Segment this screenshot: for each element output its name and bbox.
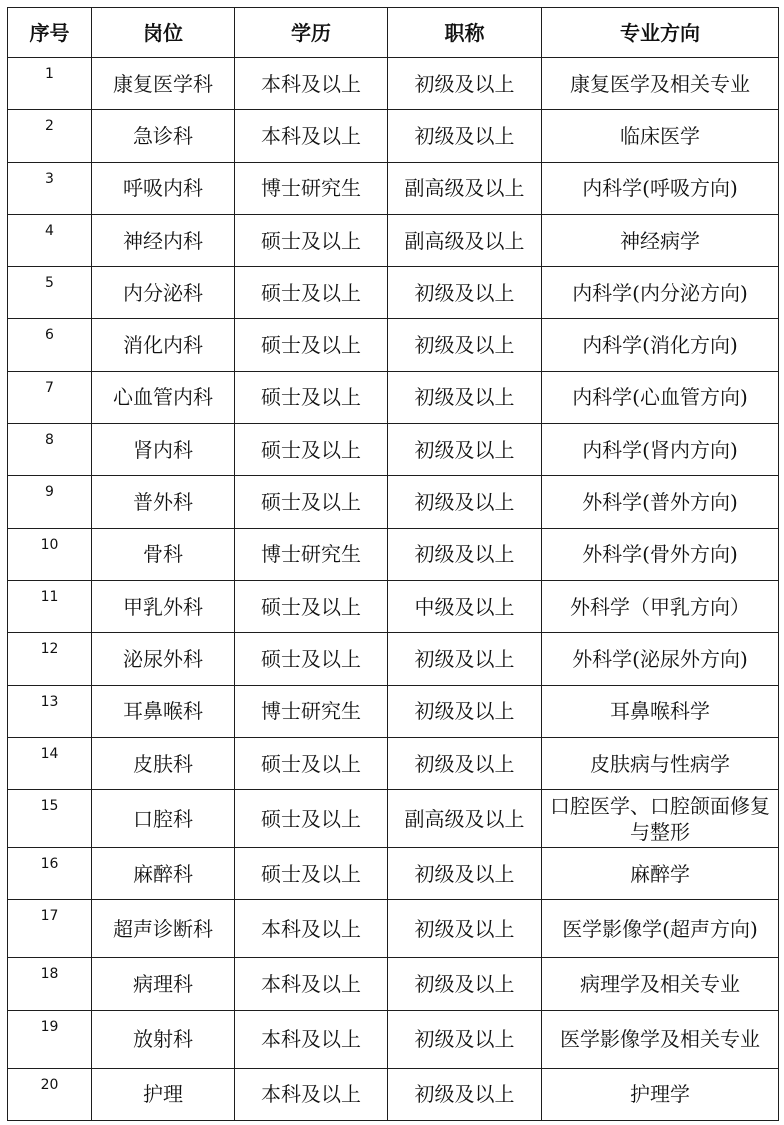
cell-title: 初级及以上 (388, 737, 542, 789)
cell-post: 呼吸内科 (92, 162, 235, 214)
cell-post: 病理科 (92, 958, 235, 1010)
recruitment-table (7, 7, 779, 1121)
cell-major: 外科学(骨外方向) (542, 528, 779, 580)
cell-major: 麻醉学 (542, 848, 779, 900)
table-row (8, 476, 779, 528)
table-row (8, 685, 779, 737)
cell-number: 1 (8, 58, 92, 110)
cell-major: 内科学(内分泌方向) (542, 267, 779, 319)
cell-post: 心血管内科 (92, 371, 235, 423)
cell-number: 19 (8, 1010, 92, 1068)
cell-education: 博士研究生 (235, 528, 388, 580)
table-row (8, 110, 779, 162)
cell-education: 硕士及以上 (235, 633, 388, 685)
table-row (8, 848, 779, 900)
cell-education: 硕士及以上 (235, 267, 388, 319)
cell-title: 初级及以上 (388, 267, 542, 319)
cell-education: 硕士及以上 (235, 737, 388, 789)
cell-title: 副高级及以上 (388, 162, 542, 214)
cell-post: 普外科 (92, 476, 235, 528)
cell-title: 初级及以上 (388, 476, 542, 528)
table-row (8, 162, 779, 214)
cell-education: 硕士及以上 (235, 848, 388, 900)
table-header (8, 8, 779, 58)
header-post: 岗位 (92, 8, 235, 58)
cell-number: 9 (8, 476, 92, 528)
cell-post: 神经内科 (92, 214, 235, 266)
cell-number: 4 (8, 214, 92, 266)
cell-major: 外科学(泌尿外方向) (542, 633, 779, 685)
cell-title: 初级及以上 (388, 900, 542, 958)
cell-education: 本科及以上 (235, 1068, 388, 1120)
cell-post: 康复医学科 (92, 58, 235, 110)
cell-post: 急诊科 (92, 110, 235, 162)
cell-major: 外科学(普外方向) (542, 476, 779, 528)
table-body (8, 58, 779, 1121)
cell-major: 康复医学及相关专业 (542, 58, 779, 110)
cell-education: 硕士及以上 (235, 580, 388, 632)
cell-major: 病理学及相关专业 (542, 958, 779, 1010)
table-row (8, 790, 779, 848)
cell-education: 本科及以上 (235, 1010, 388, 1068)
cell-title: 初级及以上 (388, 319, 542, 371)
cell-number: 20 (8, 1068, 92, 1120)
cell-education: 硕士及以上 (235, 790, 388, 848)
cell-major: 内科学(肾内方向) (542, 424, 779, 476)
header-row (8, 8, 779, 58)
cell-post: 超声诊断科 (92, 900, 235, 958)
cell-title: 初级及以上 (388, 848, 542, 900)
cell-major: 内科学(心血管方向) (542, 371, 779, 423)
cell-number: 18 (8, 958, 92, 1010)
cell-post: 护理 (92, 1068, 235, 1120)
cell-education: 本科及以上 (235, 900, 388, 958)
cell-post: 内分泌科 (92, 267, 235, 319)
cell-major: 皮肤病与性病学 (542, 737, 779, 789)
cell-post: 口腔科 (92, 790, 235, 848)
cell-post: 甲乳外科 (92, 580, 235, 632)
cell-title: 初级及以上 (388, 424, 542, 476)
cell-title: 初级及以上 (388, 528, 542, 580)
cell-education: 博士研究生 (235, 162, 388, 214)
cell-title: 初级及以上 (388, 110, 542, 162)
table-row (8, 958, 779, 1010)
header-major: 专业方向 (542, 8, 779, 58)
cell-post: 耳鼻喉科 (92, 685, 235, 737)
table-row (8, 424, 779, 476)
table-row (8, 214, 779, 266)
cell-title: 初级及以上 (388, 633, 542, 685)
cell-number: 16 (8, 848, 92, 900)
cell-post: 肾内科 (92, 424, 235, 476)
cell-title: 初级及以上 (388, 958, 542, 1010)
cell-education: 硕士及以上 (235, 476, 388, 528)
cell-number: 11 (8, 580, 92, 632)
cell-number: 13 (8, 685, 92, 737)
cell-title: 初级及以上 (388, 371, 542, 423)
cell-title: 副高级及以上 (388, 214, 542, 266)
table-row (8, 267, 779, 319)
cell-major: 耳鼻喉科学 (542, 685, 779, 737)
cell-number: 17 (8, 900, 92, 958)
cell-major: 口腔医学、口腔颌面修复与整形 (542, 790, 779, 848)
cell-title: 中级及以上 (388, 580, 542, 632)
cell-number: 7 (8, 371, 92, 423)
cell-education: 硕士及以上 (235, 214, 388, 266)
cell-number: 6 (8, 319, 92, 371)
header-education: 学历 (235, 8, 388, 58)
cell-major: 内科学(呼吸方向) (542, 162, 779, 214)
cell-title: 初级及以上 (388, 1010, 542, 1068)
cell-number: 14 (8, 737, 92, 789)
table-row (8, 633, 779, 685)
cell-post: 消化内科 (92, 319, 235, 371)
cell-number: 5 (8, 267, 92, 319)
cell-education: 硕士及以上 (235, 371, 388, 423)
cell-number: 15 (8, 790, 92, 848)
cell-number: 12 (8, 633, 92, 685)
cell-number: 3 (8, 162, 92, 214)
table-row (8, 1010, 779, 1068)
table-row (8, 580, 779, 632)
cell-education: 硕士及以上 (235, 424, 388, 476)
table-row (8, 371, 779, 423)
cell-major: 内科学(消化方向) (542, 319, 779, 371)
cell-post: 放射科 (92, 1010, 235, 1068)
table-row (8, 900, 779, 958)
cell-major: 神经病学 (542, 214, 779, 266)
table-row (8, 737, 779, 789)
table-row (8, 58, 779, 110)
cell-post: 皮肤科 (92, 737, 235, 789)
cell-major: 医学影像学及相关专业 (542, 1010, 779, 1068)
cell-post: 泌尿外科 (92, 633, 235, 685)
cell-education: 博士研究生 (235, 685, 388, 737)
table-row (8, 1068, 779, 1120)
cell-number: 2 (8, 110, 92, 162)
cell-post: 麻醉科 (92, 848, 235, 900)
cell-number: 8 (8, 424, 92, 476)
cell-major: 外科学（甲乳方向） (542, 580, 779, 632)
cell-education: 本科及以上 (235, 110, 388, 162)
cell-education: 硕士及以上 (235, 319, 388, 371)
cell-major: 临床医学 (542, 110, 779, 162)
cell-major: 医学影像学(超声方向) (542, 900, 779, 958)
cell-title: 初级及以上 (388, 685, 542, 737)
cell-title: 初级及以上 (388, 58, 542, 110)
header-title: 职称 (388, 8, 542, 58)
table-row (8, 528, 779, 580)
cell-major: 护理学 (542, 1068, 779, 1120)
table-row (8, 319, 779, 371)
cell-title: 初级及以上 (388, 1068, 542, 1120)
cell-education: 本科及以上 (235, 958, 388, 1010)
cell-education: 本科及以上 (235, 58, 388, 110)
header-number: 序号 (8, 8, 92, 58)
cell-number: 10 (8, 528, 92, 580)
cell-post: 骨科 (92, 528, 235, 580)
cell-title: 副高级及以上 (388, 790, 542, 848)
